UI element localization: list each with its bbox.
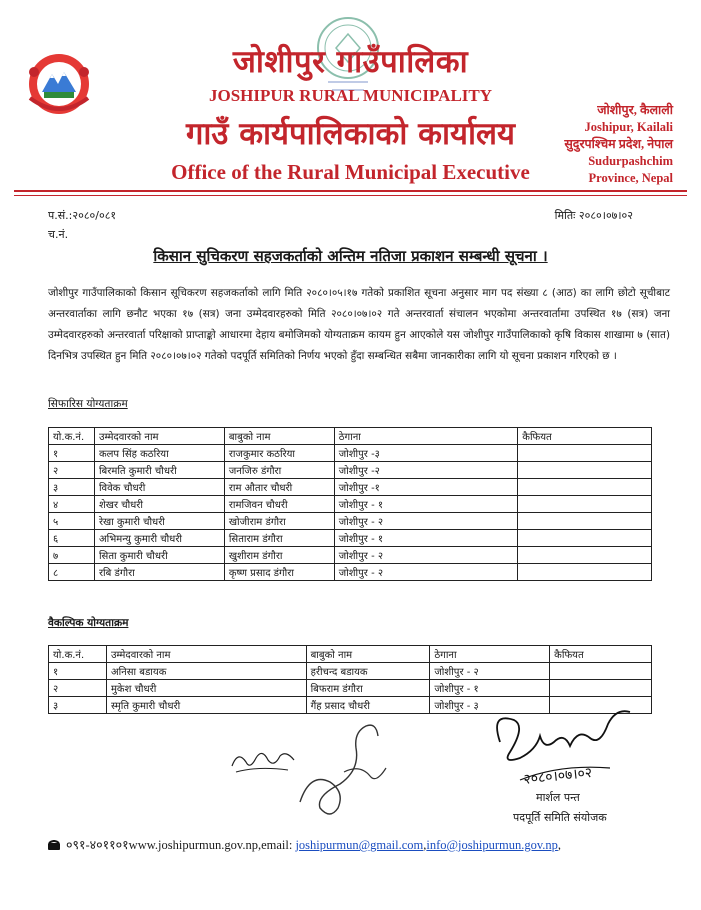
table-cell: १ [49,445,95,462]
table-cell: जोशीपुर - १ [430,680,550,697]
table-row [49,530,652,547]
table-cell: स्मृति कुमारी चौधरी [106,697,306,714]
recommended-list-title: सिफारिस योग्यताक्रम [48,398,128,410]
table-cell: ६ [49,530,95,547]
table-cell: गैंह प्रसाद चौधरी [306,697,430,714]
table-cell: २ [49,680,107,697]
table-cell: जोशीपुर -२ [334,462,518,479]
table-row [49,462,652,479]
table-cell: जोशीपुर - १ [334,496,518,513]
table-cell: जोशीपुर -१ [334,479,518,496]
header-cell: यो.क.नं. [49,428,95,445]
table-cell: जोशीपुर - २ [430,663,550,680]
table-cell: मुकेश चौधरी [106,680,306,697]
address-line: Sudurpashchim [588,154,673,168]
member-signature [290,712,400,824]
contact-footer [48,836,561,853]
email-separator: , [423,838,427,852]
member-signature-initials [228,740,298,780]
address-line: जोशीपुर, कैलाली [597,103,673,117]
table-cell [518,479,652,496]
recommended-candidates-table [48,427,652,581]
signer-name: मार्शल पन्त [536,791,580,804]
table-cell: जोशीपुर - २ [334,513,518,530]
signer-title: पदपूर्ति समिति संयोजक [513,811,607,824]
header-cell: ठेगाना [430,646,550,663]
table-cell: जोशीपुर - १ [334,530,518,547]
table-cell [518,462,652,479]
table-cell: रबि डंगौरा [94,564,224,581]
office-name-english: Office of the Rural Municipal Executive [171,160,530,184]
table-cell: विवेक चौधरी [94,479,224,496]
header-cell: कैफियत [550,646,652,663]
table-cell: अनिसा बडायक [106,663,306,680]
handwritten-date: २०८०।०७।०२ [522,764,593,788]
footer-trailing-punctuation: , [557,838,562,852]
table-cell [518,547,652,564]
table-cell: सिता कुमारी चौधरी [94,547,224,564]
table-row [49,513,652,530]
table-cell: ५ [49,513,95,530]
email-link-gmail[interactable]: joshipurmun@gmail.com [295,838,424,852]
table-cell: जोशीपुर - २ [334,564,518,581]
address-line: Joshipur, Kailali [584,120,673,134]
table-cell: शेखर चौधरी [94,496,224,513]
notice-body: जोशीपुर गाउँपालिकाको किसान सूचिकरण सहजकर्ताको लागि मिति २०८०।०५।१७ गतेको प्रकाशित सूचना अनुसार माग पद संख्या ८ (आठ) का लागि छोटो सूचीबाट अन्तरवार्ताका लागि छनौट भएका १७ (सत्र) जना उम्मेदवारहरुको मिति २०८०।०७।०२ गते अन्तरवार्ता संचालन भएकोमा अन्तरवार्तामा उपस्थित १७ (सत्र) जना उम्मेदवारहरुको अन्तरवार्ता परिक्षाको प्राप्ताङ्को आधारमा देहाय बमोजिमको योग्यताक्रम कायम हुन आएकोले यस जोशीपुर गाउँपालिकाको कृषि विकास शाखामा ७ (सात) दिनभित्र उपस्थित हुन मिति २०८०।०७।०२ गतेको पदपूर्ति समितिको निर्णय भएको हुँदा सम्बन्धित सबैमा जानकारीका लागि यो सूचना प्रकाशन गरिएको छ । [48,287,670,362]
header-cell: ठेगाना [334,428,518,445]
header-divider [14,190,687,192]
header-cell: कैफियत [518,428,652,445]
table-cell: ४ [49,496,95,513]
table-cell [518,513,652,530]
header-cell: उम्मेदवारको नाम [106,646,306,663]
coordinator-signature [480,702,640,792]
table-cell: रामजिवन चौधरी [224,496,334,513]
table-row [49,496,652,513]
table-cell: राम औतार चौधरी [224,479,334,496]
table-row [49,547,652,564]
table-cell: कृष्ण प्रसाद डंगौरा [224,564,334,581]
table-cell: हरीचन्द बडायक [306,663,430,680]
alternate-list-title: वैकल्पिक योग्यताक्रम [48,617,129,629]
table-header-row [49,428,652,445]
header-cell: बाबुको नाम [224,428,334,445]
table-cell: खोजीराम डंगौरा [224,513,334,530]
table-row [49,680,652,697]
address-line: सुदुरपश्चिम प्रदेश, नेपाल [564,137,673,151]
header-cell: बाबुको नाम [306,646,430,663]
table-row [49,479,652,496]
municipality-name-nepali: जोशीपुर गाउँपालिका [232,44,469,80]
table-cell: जोशीपुर - २ [334,547,518,564]
table-cell: ३ [49,697,107,714]
table-cell: जोशीपुर - ३ [430,697,550,714]
table-cell: बिफराम डंगौरा [306,680,430,697]
table-cell [518,445,652,462]
table-cell: सिताराम डंगौरा [224,530,334,547]
letter-number: प.सं.:२०८०/०८१ [48,209,117,222]
header-cell: उम्मेदवारको नाम [94,428,224,445]
address-line: Province, Nepal [588,171,673,185]
table-row [49,445,652,462]
phone-and-website: ०९१-४०११०१www.joshipurmun.gov.np,email: [66,838,296,852]
header-divider-thin [14,195,687,196]
phone-icon [48,840,60,850]
table-cell: ८ [49,564,95,581]
table-cell: कलप सिंह कठरिया [94,445,224,462]
table-header-row [49,646,652,663]
table-cell [518,564,652,581]
dispatch-number: च.नं. [48,228,69,241]
table-row [49,663,652,680]
letter-date: मितिः २०८०।०७।०२ [554,209,633,222]
table-cell [550,663,652,680]
table-cell: १ [49,663,107,680]
table-cell: जोशीपुर -३ [334,445,518,462]
table-cell: २ [49,462,95,479]
table-cell: रेखा कुमारी चौधरी [94,513,224,530]
table-cell: अभिमन्यु कुमारी चौधरी [94,530,224,547]
table-row [49,564,652,581]
table-cell: राजकुमार कठरिया [224,445,334,462]
table-cell [518,496,652,513]
email-link-official[interactable]: info@joshipurmun.gov.np [426,838,558,852]
table-cell: ७ [49,547,95,564]
office-address [564,102,673,187]
table-cell: खुशीराम डंगौरा [224,547,334,564]
notice-subject: किसान सुचिकरण सहजकर्ताको अन्तिम नतिजा प्रकाशन सम्बन्धी सूचना । [153,247,548,265]
table-cell [550,680,652,697]
office-name-nepali: गाउँ कार्यपालिकाको कार्यालय [185,116,516,152]
table-cell: ३ [49,479,95,496]
municipality-name-english: JOSHIPUR RURAL MUNICIPALITY [208,86,493,105]
table-cell [518,530,652,547]
header-cell: यो.क.नं. [49,646,107,663]
table-cell: जनजिरु डंगौरा [224,462,334,479]
table-cell: बिरमति कुमारी चौधरी [94,462,224,479]
